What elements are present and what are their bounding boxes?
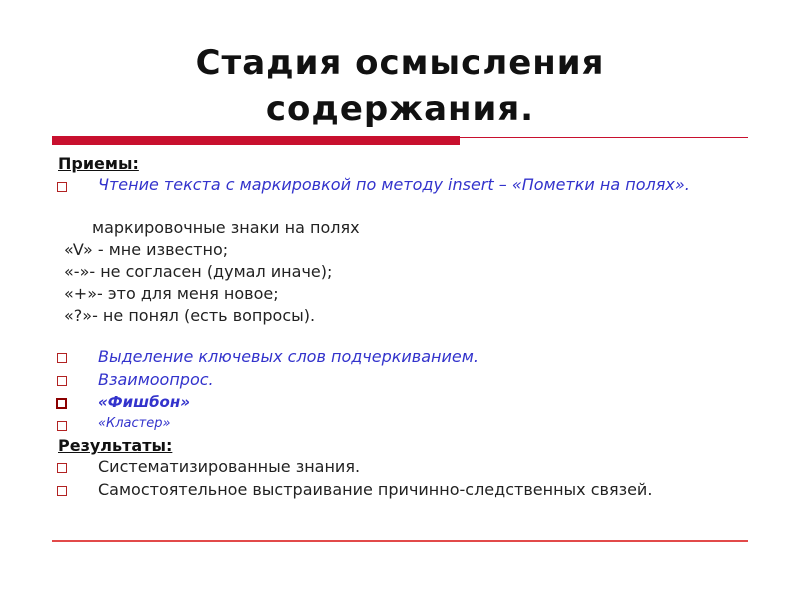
result-item: Систематизированные знания.: [98, 457, 361, 476]
mark-item: «-»- не согласен (думал иначе);: [64, 262, 333, 281]
mark-item: «?»- не понял (есть вопросы).: [64, 306, 316, 325]
result-item: Самостоятельное выстраивание причинно-следственных связей.: [98, 480, 653, 499]
method-cluster: «Кластер»: [98, 416, 171, 431]
method-fishbone: «Фишбон»: [98, 393, 190, 411]
methods-heading: Приемы:: [58, 154, 139, 173]
marks-intro: маркировочные знаки на полях: [92, 218, 360, 237]
square-bullet-icon: [57, 182, 67, 192]
slide-title-line-2: содержания.: [265, 89, 535, 129]
method-keywords: Выделение ключевых слов подчеркиванием.: [98, 347, 479, 366]
slide-title: [120, 40, 680, 132]
square-bullet-icon: [57, 376, 67, 386]
square-bullet-icon: [57, 486, 67, 496]
slide-title-line-1: Стадия осмысления: [195, 43, 605, 83]
title-divider-thin: [460, 137, 748, 138]
square-bullet-icon: [57, 463, 67, 473]
mark-item: «+»- это для меня новое;: [64, 284, 279, 303]
footer-divider: [52, 540, 748, 542]
method-insert: Чтение текста с маркировкой по методу insert – «Пометки на полях».: [98, 175, 690, 194]
square-bullet-icon: [57, 353, 67, 363]
method-mutual-questioning: Взаимоопрос.: [98, 370, 214, 389]
square-bullet-icon: [56, 398, 67, 409]
square-bullet-icon: [57, 421, 67, 431]
title-divider-thick: [52, 136, 460, 145]
mark-item: «V» - мне известно;: [64, 240, 229, 259]
results-heading: Результаты:: [58, 436, 173, 455]
